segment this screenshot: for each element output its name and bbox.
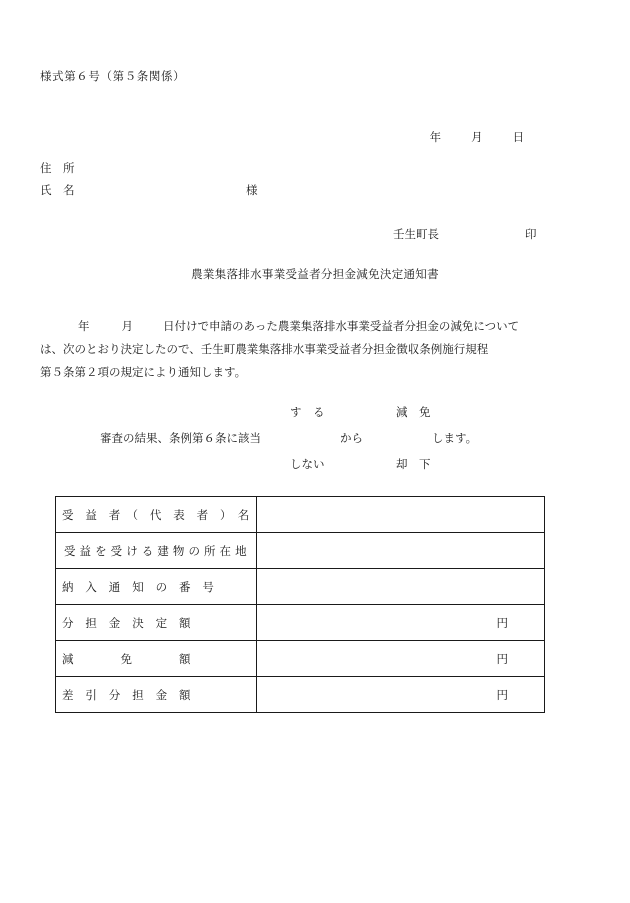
body-line2-text: は、次のとおり決定したので、壬生町農業集落排水事業受益者分担金徴収条例施行規程 <box>40 342 489 356</box>
body-paragraph <box>40 315 590 384</box>
table-row <box>56 569 545 605</box>
seal-mark-icon: 印 <box>525 227 537 241</box>
decision-action-grant[interactable]: 減 免 <box>396 405 431 419</box>
table-row-value[interactable] <box>257 497 545 533</box>
table-row-unit: 円 <box>496 615 508 630</box>
table-row-label-text: 差 引 分 担 金 額 <box>62 687 191 702</box>
table-row-value[interactable] <box>257 533 545 569</box>
table-row-label <box>56 677 257 713</box>
table-row-label-text: 受 益 を 受 け る 建 物 の 所 在 地 <box>64 543 247 558</box>
table-row-label-text: 減 免 額 <box>62 651 191 666</box>
table-row-unit: 円 <box>496 687 508 702</box>
table-body <box>56 497 545 713</box>
form-number: 様式第６号（第５条関係） <box>40 69 186 83</box>
table-row-label <box>56 605 257 641</box>
decision-condition-affirmative[interactable]: す る <box>290 405 325 419</box>
decision-action-reject[interactable]: 却 下 <box>396 457 431 471</box>
beneficiary-detail-table <box>55 496 545 713</box>
table-row <box>56 641 545 677</box>
decision-connector-text: から <box>340 431 363 445</box>
table-row-value[interactable] <box>257 677 545 713</box>
recipient-address-label: 住 所 <box>40 161 75 175</box>
table-row-label-text: 納 入 通 知 の 番 号 <box>62 579 215 594</box>
table-row-label <box>56 641 257 677</box>
table-row-unit: 円 <box>496 651 508 666</box>
table-row-label <box>56 569 257 605</box>
table-row-label <box>56 497 257 533</box>
decision-tail-text: します。 <box>432 431 478 445</box>
issue-date-line <box>415 112 524 164</box>
table-row <box>56 533 545 569</box>
table-row <box>56 497 545 533</box>
issuer-name: 壬生町長 <box>393 227 439 241</box>
issue-date-year-label: 年 <box>429 130 442 145</box>
application-date-year-label: 年 <box>78 319 90 333</box>
recipient-name-label: 氏 名 <box>40 183 75 197</box>
table-row-value[interactable] <box>257 569 545 605</box>
page-title: 農業集落排水事業受益者分担金減免決定通知書 <box>191 267 439 281</box>
decision-condition-negative[interactable]: しない <box>290 457 325 471</box>
decision-intro-text: 審査の結果、条例第６条に該当 <box>100 431 261 445</box>
decision-statement <box>0 404 630 480</box>
table-row-label <box>56 533 257 569</box>
table-row-label-text: 受 益 者 （ 代 表 者 ） 名 <box>62 507 250 522</box>
recipient-honorific: 様 <box>246 183 258 197</box>
issue-date-month-label: 月 <box>471 130 483 145</box>
table-row-value[interactable] <box>257 605 545 641</box>
body-line3-text: 第５条第２項の規定により通知します。 <box>40 365 247 379</box>
application-date-month-label: 月 <box>121 319 133 333</box>
table-row <box>56 677 545 713</box>
body-line1-text: 日付けで申請のあった農業集落排水事業受益者分担金の減免について <box>163 319 520 333</box>
table-row-value[interactable] <box>257 641 545 677</box>
table-row <box>56 605 545 641</box>
table-row-label-text: 分 担 金 決 定 額 <box>62 615 191 630</box>
issue-date-day-label: 日 <box>512 130 525 145</box>
